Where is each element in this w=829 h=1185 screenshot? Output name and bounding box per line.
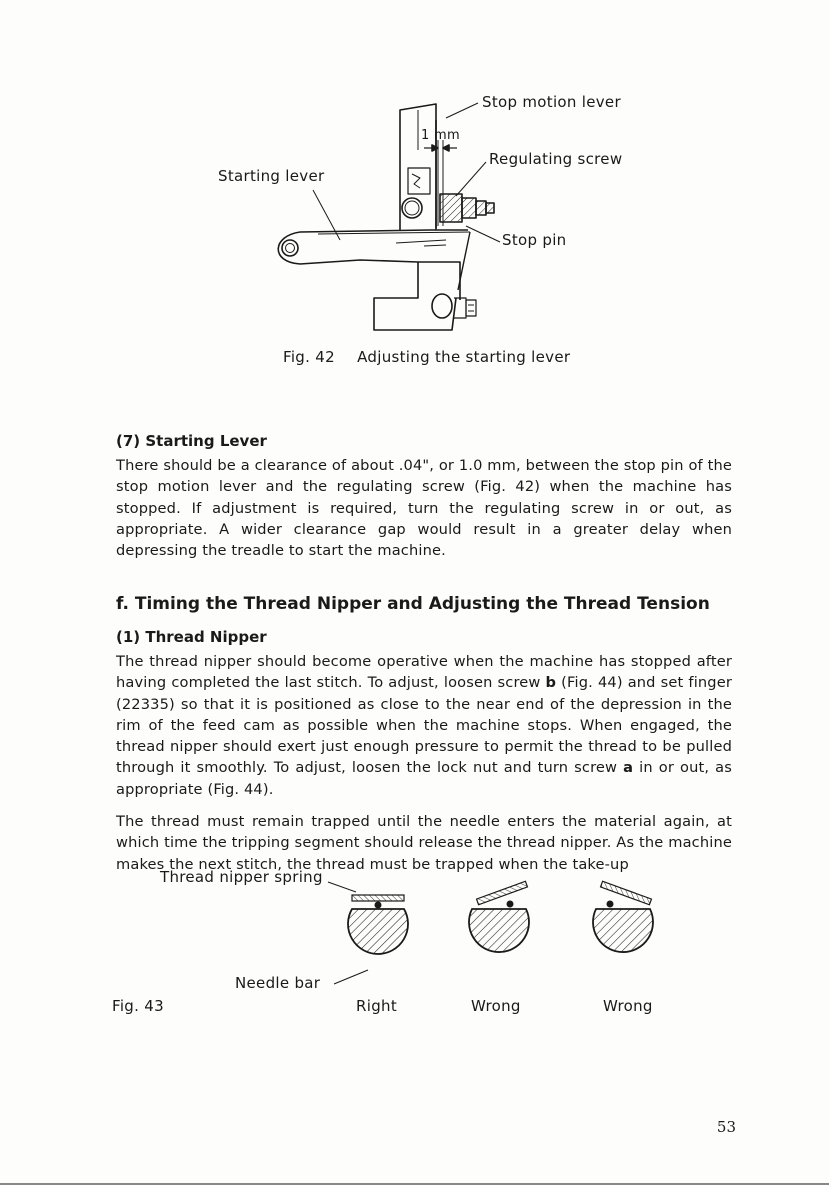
label-wrong-1: Wrong (471, 997, 521, 1015)
label-right: Right (356, 997, 397, 1015)
figure-43 (0, 860, 829, 1020)
label-needle-bar: Needle bar (235, 974, 321, 992)
fig42-caption-number: Fig. 42 (283, 348, 335, 366)
nipper-right (348, 895, 408, 954)
label-stop-motion-lever: Stop motion lever (482, 93, 621, 111)
fig42-drawing (0, 0, 829, 340)
page-number: 53 (716, 1118, 736, 1136)
label-starting-lever: Starting lever (218, 167, 325, 185)
label-1mm: 1 mm (421, 128, 460, 143)
fig42-caption (283, 348, 570, 366)
screw-b-ref: b (545, 674, 557, 692)
fig43-caption-number: Fig. 43 (112, 997, 164, 1015)
screw-a-ref: a (623, 759, 634, 777)
fig43-drawing (0, 860, 829, 1020)
paragraph-thread-nipper-part3: in or out, as appropriate (Fig. 44). (116, 759, 732, 798)
paragraph-thread-nipper-part2: (Fig. 44) and set finger (22335) so that it is positioned as close to the near end of the depression in the rim of the feed cam as possible when the machine stops. When engaged, the thread nipper should exert just enough pressure to permit the thread to be pulled through it smoothly. To adjust, loosen the lock nut and turn screw (116, 674, 732, 777)
heading-thread-nipper: (1) Thread Nipper (116, 628, 267, 646)
nipper-wrong-2 (593, 881, 653, 952)
paragraph-thread-trapped: The thread must remain trapped until the needle enters the material again, at which time the tripping segment should release the thread nipper. As the machine makes the next stitch, the thread must be trapped when the take-up (116, 813, 732, 873)
label-regulating-screw: Regulating screw (489, 150, 623, 168)
label-wrong-2: Wrong (603, 997, 653, 1015)
figure-42 (0, 0, 829, 340)
paragraph-thread-nipper (116, 651, 732, 800)
nipper-wrong-1 (469, 881, 529, 952)
label-stop-pin: Stop pin (502, 231, 567, 249)
label-thread-nipper-spring: Thread nipper spring (160, 868, 323, 886)
heading-thread-nipper-timing: f. Timing the Thread Nipper and Adjusting the Thread Tension (116, 594, 710, 614)
paragraph-starting-lever: There should be a clearance of about .04", or 1.0 mm, between the stop pin of the stop motion lever and the regulating screw (Fig. 42) when the machine has stopped. If adjustment is required, turn the regulating screw in or out, as appropriate. A wider clearance gap would result in a greater delay when depressing the treadle to start the machine. (116, 457, 733, 560)
heading-starting-lever: (7) Starting Lever (116, 432, 267, 450)
paragraph-thread-nipper-part1: The thread nipper should become operative when the machine has stopped after having completed the last stitch. To adjust, loosen screw (116, 653, 732, 692)
fig42-caption-text: Adjusting the starting lever (357, 348, 571, 366)
